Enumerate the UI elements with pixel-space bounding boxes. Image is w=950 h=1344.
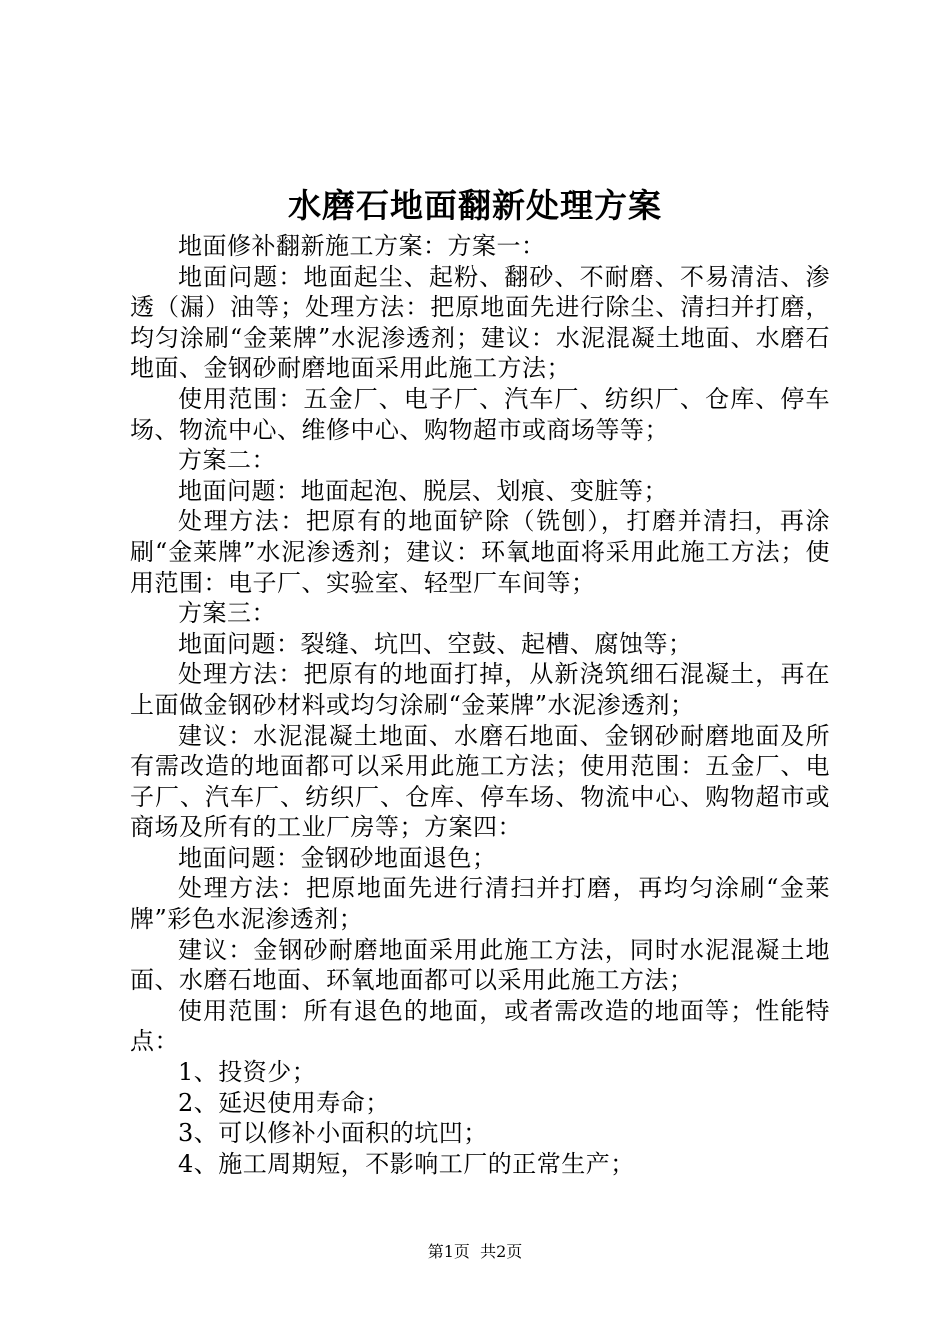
document-title: 水磨石地面翻新处理方案 [288, 186, 662, 225]
page-number-footer: 第1页 共2页 [427, 1242, 523, 1261]
list-item: 4、施工周期短，不影响工厂的正常生产； [178, 1149, 635, 1178]
list-item: 1、投资少； [178, 1058, 317, 1087]
paragraph: 地面问题：地面起尘、起粉、翻砂、不耐磨、不易清洁、渗透（漏）油等；处理方法：把原地面先进行除尘、清扫并打磨，均匀涂刷“金莱牌”水泥渗透剂；建议：水泥混凝土地面、水磨石地面、金钢砂耐磨地面采用此施工方法； [130, 262, 830, 383]
paragraph: 地面修补翻新施工方案：方案一： [178, 232, 546, 260]
document-body [130, 231, 830, 1179]
paragraph: 使用范围：五金厂、电子厂、汽车厂、纺织厂、仓库、停车场、物流中心、维修中心、购物超市或商场等等； [130, 384, 830, 444]
list-item: 3、可以修补小面积的坑凹； [178, 1119, 488, 1148]
paragraph: 地面问题：金钢砂地面退色； [178, 843, 497, 872]
paragraph: 地面问题：裂缝、坑凹、空鼓、起槽、腐蚀等； [178, 629, 693, 658]
paragraph: 建议：水泥混凝土地面、水磨石地面、金钢砂耐磨地面及所有需改造的地面都可以采用此施工方法；使用范围：五金厂、电子厂、汽车厂、纺织厂、仓库、停车场、物流中心、购物超市或商场及所有的工业厂房等；方案四： [130, 721, 830, 842]
paragraph: 处理方法：把原有的地面打掉，从新浇筑细石混凝土，再在上面做金钢砂材料或均匀涂刷“金莱牌”水泥渗透剂； [130, 660, 830, 719]
paragraph: 方案三： [178, 599, 276, 628]
paragraph: 地面问题：地面起泡、脱层、划痕、变脏等； [178, 476, 668, 505]
paragraph: 方案二： [178, 446, 276, 475]
paragraph: 处理方法：把原地面先进行清扫并打磨，再均匀涂刷“金莱牌”彩色水泥渗透剂； [130, 874, 830, 934]
list-item: 2、延迟使用寿命； [178, 1088, 390, 1117]
paragraph: 使用范围：所有退色的地面，或者需改造的地面等；性能特点： [130, 996, 830, 1056]
paragraph: 处理方法：把原有的地面铲除（铣刨），打磨并清扫，再涂刷“金莱牌”水泥渗透剂；建议：环氧地面将采用此施工方法；使用范围：电子厂、实验室、轻型厂车间等； [130, 507, 830, 597]
paragraph: 建议：金钢砂耐磨地面采用此施工方法，同时水泥混凝土地面、水磨石地面、环氧地面都可以采用此施工方法； [130, 935, 830, 995]
